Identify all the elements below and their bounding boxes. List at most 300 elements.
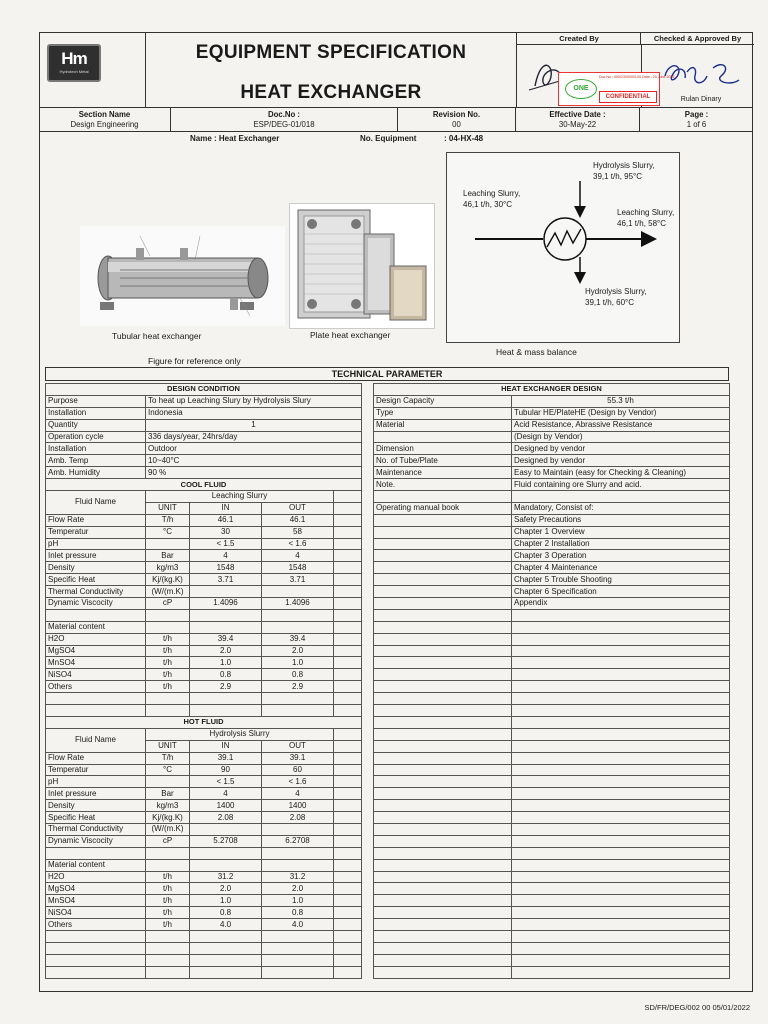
heat-mass-balance-diagram [446,152,680,343]
property-unit: Bar [146,788,190,800]
empty-cell [374,930,512,942]
blank-row [374,681,730,693]
hydrolysis-out-label [585,286,647,308]
hx-design-row [374,467,730,479]
empty-cell [190,693,262,705]
design-value: Chapter 4 Maintenance [512,562,730,574]
material-unit: t/h [146,883,190,895]
empty-cell [374,764,512,776]
material-out: 31.2 [262,871,334,883]
material-out: 2.9 [262,681,334,693]
material-row [46,681,362,693]
stamp-confidential: CONFIDENTIAL [599,91,657,103]
material-row [46,895,362,907]
design-label: No. of Tube/Plate [374,455,512,467]
section-header-row [46,716,362,728]
material-header-row [46,621,362,633]
param-label: Purpose [46,395,146,407]
empty-cell [374,895,512,907]
design-value: Easy to Maintain (easy for Checking & Cleaning) [512,467,730,479]
empty-cell [374,621,512,633]
empty-cell [512,788,730,800]
empty-cell [334,835,362,847]
blank-row [374,883,730,895]
hx-design-row [374,419,730,431]
property-unit: °C [146,526,190,538]
empty-cell [190,621,262,633]
design-value: Designed by vendor [512,455,730,467]
design-value: Chapter 3 Operation [512,550,730,562]
empty-cell [512,835,730,847]
empty-cell [146,942,190,954]
hydrolysis-in-line1: Hydrolysis Slurry, [593,161,655,170]
hx-design-row [374,491,730,503]
property-unit: kg/m3 [146,800,190,812]
empty-cell [374,966,512,978]
material-unit: t/h [146,919,190,931]
empty-cell [512,657,730,669]
design-condition-row [46,431,362,443]
empty-cell [374,645,512,657]
design-label [374,526,512,538]
empty-cell [334,586,362,598]
property-label: Dynamic Viscocity [46,598,146,610]
leaching-out-line2: 46,1 t/h, 58°C [617,219,667,228]
empty-cell [512,847,730,859]
property-in: 90 [190,764,262,776]
blank-row [374,942,730,954]
property-label: Inlet pressure [46,550,146,562]
section-value: Design Engineering [70,120,139,129]
in-header: IN [190,502,262,514]
property-unit: Kj/(kg.K) [146,812,190,824]
material-in: 4.0 [190,919,262,931]
form-footer: SD/FR/DEG/002 00 05/01/2022 [644,1003,750,1012]
design-label: Dimension [374,443,512,455]
design-value: Appendix [512,598,730,610]
section-header-row [46,479,362,491]
empty-cell [512,609,730,621]
param-label: Operation cycle [46,431,146,443]
empty-cell [512,633,730,645]
empty-cell [146,693,190,705]
property-label: pH [46,538,146,550]
section-label: Section Name [78,110,131,119]
property-in: 46.1 [190,514,262,526]
empty-cell [146,847,190,859]
hx-design-row [374,526,730,538]
empty-cell [374,657,512,669]
approver-name: Rulan Dinary [680,96,722,103]
doc-no-label: Doc.No : [267,110,301,119]
design-label [374,598,512,610]
empty-cell [374,681,512,693]
leaching-in-label [463,188,520,210]
property-label: Flow Rate [46,514,146,526]
empty-cell [262,705,334,717]
blank-row [374,812,730,824]
property-out: < 1.6 [262,538,334,550]
empty-cell [262,954,334,966]
empty-cell [374,776,512,788]
param-value: To heat up Leaching Slury by Hydrolysis Slury [146,395,362,407]
property-label: Inlet pressure [46,788,146,800]
empty-cell [374,740,512,752]
blank-row [46,705,362,717]
design-condition-row [46,395,362,407]
property-unit: °C [146,764,190,776]
document-subtitle: HEAT EXCHANGER [240,82,422,103]
design-condition-row [46,419,362,431]
blank-row [374,930,730,942]
property-label: Specific Heat [46,574,146,586]
property-in: 4 [190,550,262,562]
empty-cell [146,621,190,633]
material-name: MgSO4 [46,883,146,895]
hydrolysis-in-label [593,160,655,182]
property-unit [146,538,190,550]
property-unit: cP [146,835,190,847]
property-label: pH [46,776,146,788]
empty-cell [334,681,362,693]
design-condition-row [46,407,362,419]
leaching-in-line1: Leaching Slurry, [463,189,521,198]
empty-cell [334,847,362,859]
fluid-property-row [46,752,362,764]
section-header-row [374,384,730,396]
hydrolysis-out-line2: 39,1 t/h, 60°C [585,298,635,307]
empty-cell [374,859,512,871]
empty-cell [146,609,190,621]
design-value: 55.3 t/h [512,395,730,407]
blank-row [374,752,730,764]
material-unit: t/h [146,871,190,883]
blank-row [374,621,730,633]
material-unit: t/h [146,657,190,669]
empty-cell [262,847,334,859]
property-unit: (W/(m.K) [146,586,190,598]
empty-cell [512,776,730,788]
material-in: 0.8 [190,669,262,681]
empty-cell [262,693,334,705]
empty-cell [190,705,262,717]
revision-value: 00 [452,120,461,129]
design-label [374,538,512,550]
fluid-property-row [46,823,362,835]
hx-design-row [374,502,730,514]
property-in: < 1.5 [190,538,262,550]
design-label: Operating manual book [374,502,512,514]
hx-design-row [374,538,730,550]
empty-cell [334,954,362,966]
empty-cell [46,705,146,717]
fluid-property-row [46,800,362,812]
page-cell [640,108,753,132]
property-unit: Kj/(kg.K) [146,574,190,586]
empty-cell [190,609,262,621]
design-label: Type [374,407,512,419]
empty-cell [374,812,512,824]
empty-cell [334,550,362,562]
blank-row [374,705,730,717]
hx-design-row [374,455,730,467]
hydrolysis-out-line1: Hydrolysis Slurry, [585,287,647,296]
empty-cell [262,930,334,942]
blank-row [46,847,362,859]
param-label: Quantity [46,419,146,431]
property-in: 4 [190,788,262,800]
property-unit: (W/(m.K) [146,823,190,835]
empty-cell [334,598,362,610]
hx-design-row [374,395,730,407]
material-out: 2.0 [262,645,334,657]
empty-cell [512,883,730,895]
empty-cell [334,502,362,514]
property-out: 6.2708 [262,835,334,847]
empty-cell [512,966,730,978]
empty-cell [46,693,146,705]
property-unit [146,776,190,788]
design-label [374,550,512,562]
blank-row [374,693,730,705]
right-spec-table [373,383,730,979]
empty-cell [190,930,262,942]
property-unit: cP [146,598,190,610]
material-unit: t/h [146,895,190,907]
page-label: Page : [684,110,709,119]
empty-cell [374,919,512,931]
param-label: Installation [46,443,146,455]
material-content-label: Material content [46,621,146,633]
hx-design-row [374,443,730,455]
empty-cell [374,693,512,705]
design-label: Note. [374,479,512,491]
blank-row [374,633,730,645]
fluid-property-row [46,586,362,598]
param-label: Amb. Temp [46,455,146,467]
tubular-caption: Tubular heat exchanger [112,331,202,341]
empty-cell [262,966,334,978]
logo-text: Hm [61,49,87,68]
property-label: Temperatur [46,526,146,538]
blank-row [374,657,730,669]
fluid-property-row [46,598,362,610]
blank-row [374,835,730,847]
fluid-name-row [46,491,362,503]
design-value [512,491,730,503]
param-value: 10~40°C [146,455,362,467]
effective-date-cell [516,108,640,132]
empty-cell [512,930,730,942]
hx-design-row [374,479,730,491]
created-by-header [517,32,641,45]
property-in: 3.71 [190,574,262,586]
empty-cell [146,705,190,717]
leaching-in-line2: 46,1 t/h, 30°C [463,200,513,209]
material-out: 39.4 [262,633,334,645]
design-condition-title: DESIGN CONDITION [46,384,362,396]
empty-cell [512,871,730,883]
empty-cell [190,847,262,859]
design-label: Maintenance [374,467,512,479]
empty-cell [374,788,512,800]
blank-row [46,954,362,966]
fluid-property-row [46,562,362,574]
material-out: 1.0 [262,657,334,669]
empty-cell [46,847,146,859]
design-value: Safety Precautions [512,514,730,526]
empty-cell [334,562,362,574]
empty-cell [262,942,334,954]
effective-date-label: Effective Date : [549,110,606,119]
empty-cell [512,859,730,871]
fluid-name-label: Fluid Name [46,728,146,752]
property-in: 1548 [190,562,262,574]
empty-cell [512,942,730,954]
design-label: Material [374,419,512,431]
empty-cell [512,812,730,824]
param-value: Indonesia [146,407,362,419]
tubular-heat-exchanger-image [80,226,285,326]
empty-cell [374,669,512,681]
blank-row [46,609,362,621]
blank-row [374,764,730,776]
material-name: Others [46,919,146,931]
empty-cell [334,788,362,800]
property-in [190,586,262,598]
hot-fluid-title: HOT FLUID [46,716,362,728]
design-label [374,574,512,586]
blank-row [46,942,362,954]
empty-cell [374,705,512,717]
hydrolysis-in-line2: 39,1 t/h, 95°C [593,172,643,181]
fluid-name-value: Leaching Slurry [146,491,334,503]
material-unit: t/h [146,669,190,681]
empty-cell [512,681,730,693]
design-value: Designed by vendor [512,443,730,455]
empty-cell [334,740,362,752]
property-out: 58 [262,526,334,538]
property-unit: Bar [146,550,190,562]
param-label: Installation [46,407,146,419]
fluid-name-value: Hydrolysis Slurry [146,728,334,740]
blank-row [374,788,730,800]
property-in: < 1.5 [190,776,262,788]
equipment-name: Name : Heat Exchanger [190,134,280,143]
fluid-property-row [46,788,362,800]
hx-design-row [374,598,730,610]
logo-cell [39,32,146,108]
empty-cell [334,764,362,776]
empty-cell [334,693,362,705]
design-value: Acid Resistance, Abrassive Resistance [512,419,730,431]
empty-cell [334,621,362,633]
empty-cell [334,930,362,942]
design-label [374,514,512,526]
property-out: < 1.6 [262,776,334,788]
param-value: Outdoor [146,443,362,455]
fluid-property-row [46,835,362,847]
param-value: 1 [146,419,362,431]
material-in: 1.0 [190,895,262,907]
empty-cell [512,705,730,717]
empty-cell [334,491,362,503]
design-value: Chapter 2 Installation [512,538,730,550]
empty-cell [374,907,512,919]
empty-cell [262,609,334,621]
fluid-name-row [46,728,362,740]
revision-label: Revision No. [432,110,481,119]
blank-row [46,693,362,705]
material-out: 4.0 [262,919,334,931]
empty-cell [334,812,362,824]
empty-cell [334,800,362,812]
material-unit: t/h [146,633,190,645]
fluid-property-row [46,574,362,586]
property-out [262,823,334,835]
empty-cell [334,728,362,740]
blank-row [374,907,730,919]
material-unit: t/h [146,645,190,657]
design-condition-row [46,443,362,455]
material-name: H2O [46,871,146,883]
design-value: Chapter 5 Trouble Shooting [512,574,730,586]
fluid-property-row [46,776,362,788]
material-name: NiSO4 [46,907,146,919]
empty-cell [374,823,512,835]
created-by-label: Created By [559,34,599,43]
property-unit: T/h [146,752,190,764]
empty-cell [262,859,334,871]
material-row [46,645,362,657]
empty-cell [334,907,362,919]
design-value: (Design by Vendor) [512,431,730,443]
logo-subtext: Hydrotech Metal [59,69,89,74]
empty-cell [190,942,262,954]
property-unit: kg/m3 [146,562,190,574]
material-out: 1.0 [262,895,334,907]
fluid-property-row [46,550,362,562]
material-out: 2.0 [262,883,334,895]
empty-cell [334,669,362,681]
empty-cell [334,574,362,586]
empty-cell [334,609,362,621]
left-spec-table [45,383,362,979]
design-condition-row [46,467,362,479]
empty-cell [334,633,362,645]
property-label: Thermal Conductivity [46,823,146,835]
empty-cell [334,752,362,764]
blank-row [374,716,730,728]
leaching-out-label [617,207,674,229]
empty-cell [334,776,362,788]
effective-date-value: 30-May-22 [558,120,597,129]
page-value: 1 of 6 [686,120,707,129]
property-label: Flow Rate [46,752,146,764]
empty-cell [190,954,262,966]
property-label: Thermal Conductivity [46,586,146,598]
blank-row [374,871,730,883]
property-out: 4 [262,550,334,562]
leaching-out-line1: Leaching Slurry, [617,208,675,217]
empty-cell [334,705,362,717]
empty-cell [374,633,512,645]
material-row [46,883,362,895]
empty-cell [334,823,362,835]
blank-row [374,895,730,907]
material-row [46,633,362,645]
balance-caption: Heat & mass balance [496,347,577,357]
